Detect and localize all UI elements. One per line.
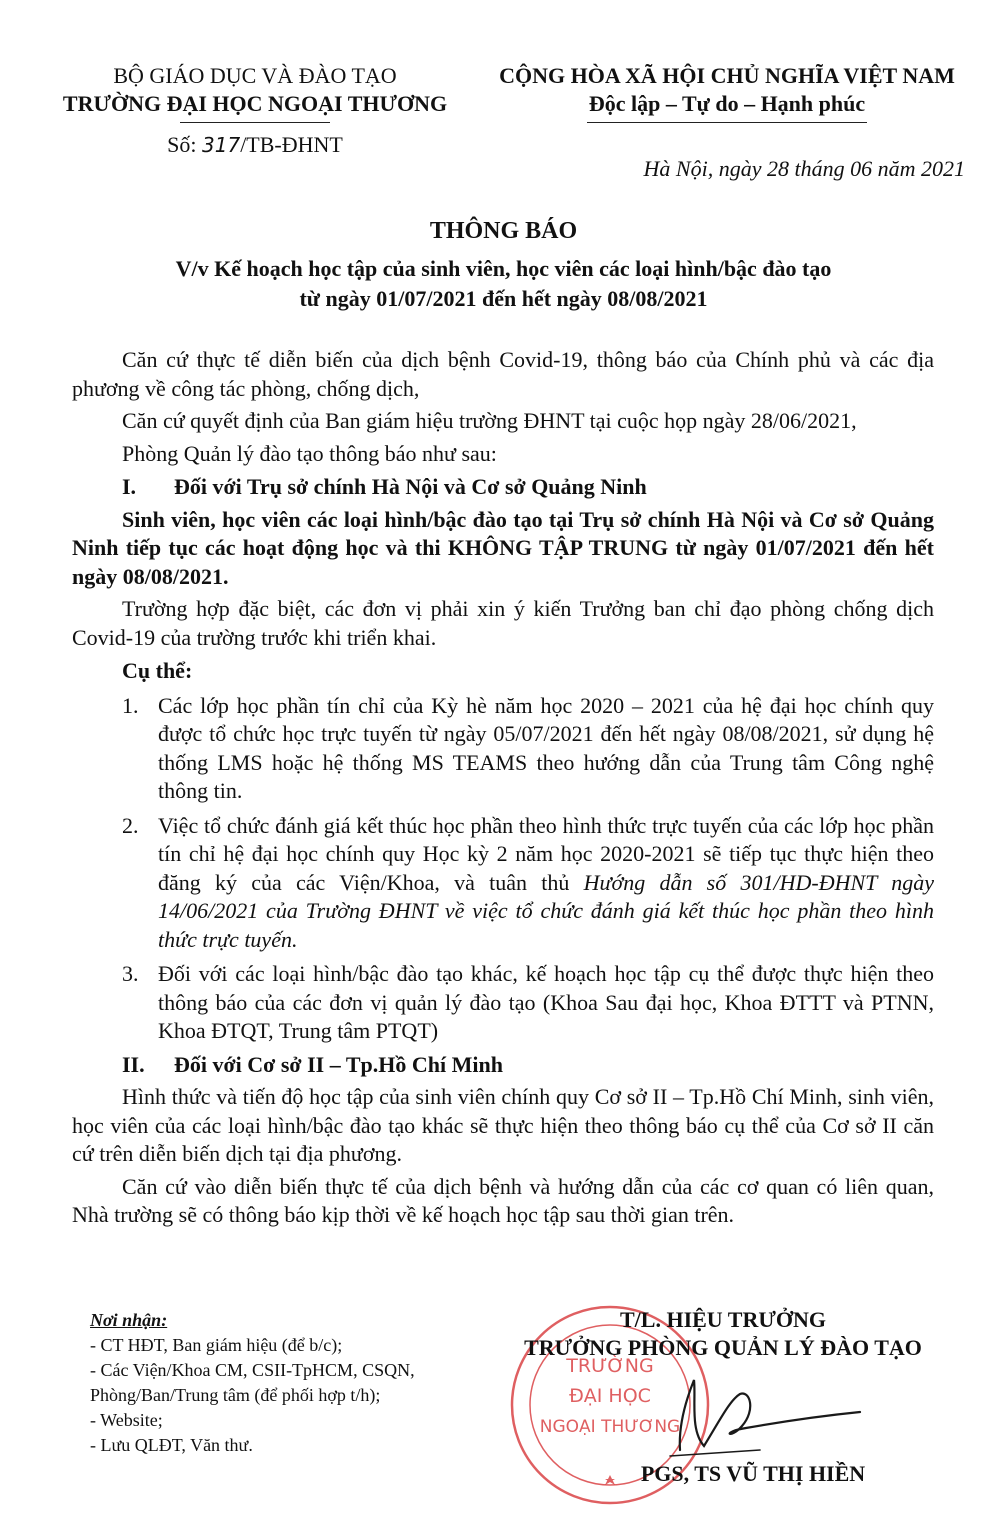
signer-name: PGS, TS VŨ THỊ HIỀN: [640, 1461, 866, 1486]
document-number-suffix: /TB-ĐHNT: [240, 132, 343, 157]
list-item-text: Các lớp học phần tín chỉ của Kỳ hè năm học 2020 – 2021 của hệ đại học chính quy được tổ chức học trực tuyến từ ngày 05/07/2021 đến hết ngày 08/08/2021, sử dụng hệ thống LMS hoặc hệ thống MS TEAMS theo hướng dẫn của Trung tâm Công nghệ thông tin.: [158, 692, 934, 803]
recipient-line: - CT HĐT, Ban giám hiệu (để b/c);: [90, 1335, 343, 1355]
section-1-title: Đối với Trụ sở chính Hà Nội và Cơ sở Quảng Ninh: [174, 474, 647, 499]
issuer-header: [40, 62, 470, 159]
section-2-paragraph-2: Căn cứ vào diễn biến thực tế của dịch bệnh và hướng dẫn của các cơ quan có liên quan, Nhà trường sẽ có thông báo kịp thời về kế hoạch học tập sau thời gian trên.: [72, 1173, 934, 1227]
paragraph-basis-1: Căn cứ thực tế diễn biến của dịch bệnh Covid-19, thông báo của Chính phủ và các địa phương về công tác phòng, chống dịch,: [72, 347, 934, 401]
signature-title: TRƯỞNG PHÒNG QUẢN LÝ ĐÀO TẠO: [524, 1335, 922, 1360]
recipient-line: - Website;: [90, 1410, 163, 1430]
country-name: CỘNG HÒA XÃ HỘI CHỦ NGHĨA VIỆT NAM: [499, 63, 955, 88]
seal-text-1: TRƯỜNG: [566, 1355, 654, 1377]
list-item-number: 3.: [122, 961, 139, 986]
section-2-paragraph-1: Hình thức và tiến độ học tập của sinh viên chính quy Cơ sở II – Tp.Hồ Chí Minh, sinh viên, học viên của các loại hình/bậc đào tạo khác sẽ thực hiện theo thông báo cụ thể của Cơ sở II căn cứ trên diễn biến dịch tại địa phương.: [72, 1084, 934, 1166]
header-rule-left: [180, 122, 330, 123]
document-body: [72, 346, 934, 1230]
recipient-line: - Lưu QLĐT, Văn thư.: [90, 1435, 253, 1455]
details-heading: Cụ thể:: [122, 658, 193, 683]
handwritten-signature: [660, 1370, 880, 1460]
list-item-text-italic: Hướng dẫn số 301/HD-ĐHNT ngày 14/06/2021 của Trường ĐHNT về việc tổ chức đánh giá kết thúc học phần theo hình thức trực tuyến.: [158, 869, 934, 952]
seal-text-2: ĐẠI HỌC: [569, 1385, 651, 1407]
recipient-line: - Các Viện/Khoa CM, CSII-TpHCM, CSQN,: [90, 1360, 415, 1380]
section-2-number: II.: [122, 1051, 145, 1077]
paragraph-basis-2: Căn cứ quyết định của Ban giám hiệu trường ĐHNT tại cuộc họp ngày 28/06/2021,: [122, 408, 857, 433]
section-1-number: I.: [122, 474, 137, 499]
list-item: [72, 960, 934, 1046]
list-item: [72, 812, 934, 955]
list-item-text-main: Việc tổ chức đánh giá kết thúc học phần theo hình thức trực tuyến của các lớp học phần tín chỉ hệ đại học chính quy Học kỳ 2 năm học 2020-2021 sẽ tiếp tục thực hiện theo đăng ký của các Viện/Khoa, và tuân thủ: [158, 812, 934, 895]
document-number-prefix: Số:: [167, 132, 202, 157]
national-header: [482, 62, 972, 123]
section-1-heading: [72, 473, 934, 502]
list-item-number: 1.: [122, 692, 139, 718]
seal-text-3: NGOẠI THƯƠNG: [539, 1417, 681, 1437]
signature-authority: T/L. HIỆU TRƯỞNG: [620, 1307, 826, 1332]
recipients-heading: Nơi nhận:: [90, 1310, 168, 1330]
paragraph-intro: Phòng Quản lý đào tạo thông báo như sau:: [122, 440, 497, 466]
document-subject-line2: từ ngày 01/07/2021 đến hết ngày 08/08/2021: [299, 286, 708, 311]
recipients-block: [90, 1308, 415, 1458]
school-name: TRƯỜNG ĐẠI HỌC NGOẠI THƯƠNG: [62, 91, 448, 116]
list-item: [72, 692, 934, 806]
section-1-decision: Sinh viên, học viên các loại hình/bậc đào tạo tại Trụ sở chính Hà Nội và Cơ sở Quảng Ninh tiếp tục các hoạt động học và thi KHÔNG TẬP TRUNG từ ngày 01/07/2021 đến hết ngày 08/08/2021.: [72, 506, 934, 589]
document-subject-line1: V/v Kế hoạch học tập của sinh viên, học viên các loại hình/bậc đào tạo: [175, 256, 832, 281]
document-number-value: 317: [202, 133, 241, 157]
section-2-title: Đối với Cơ sở II – Tp.Hồ Chí Minh: [174, 1051, 503, 1077]
list-item-text: [158, 812, 934, 955]
list-item-text: Đối với các loại hình/bậc đào tạo khác, kế hoạch học tập cụ thể được thực hiện theo thông báo của các đơn vị quản lý đào tạo (Khoa Sau đại học, Khoa ĐTTT và PTNN, Khoa ĐTQT, Trung tâm PTQT): [158, 961, 934, 1043]
national-motto: Độc lập – Tự do – Hạnh phúc: [588, 91, 866, 116]
list-item-number: 2.: [122, 812, 139, 838]
section-2-heading: [72, 1051, 934, 1080]
document-title: THÔNG BÁO: [429, 218, 578, 244]
header-rule-right: [587, 122, 867, 123]
recipient-line: Phòng/Ban/Trung tâm (để phối hợp t/h);: [90, 1385, 381, 1405]
ministry-name: BỘ GIÁO DỤC VÀ ĐÀO TẠO: [113, 63, 397, 88]
section-1-exception: Trường hợp đặc biệt, các đơn vị phải xin ý kiến Trưởng ban chỉ đạo phòng chống dịch Covid-19 của trường trước khi triển khai.: [72, 596, 934, 650]
document-number: [40, 131, 470, 159]
place-date: Hà Nội, ngày 28 tháng 06 năm 2021: [643, 156, 965, 181]
